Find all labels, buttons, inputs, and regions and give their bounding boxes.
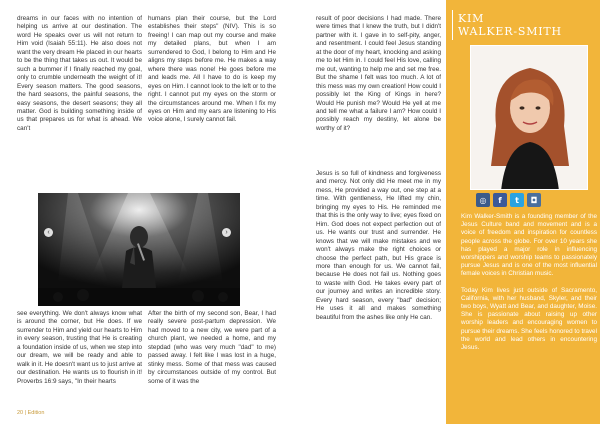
author-name-line-1: KIM	[458, 12, 485, 25]
author-sidebar	[446, 0, 600, 424]
article-column-2-bottom	[148, 310, 276, 410]
article-column-2-top	[148, 15, 276, 165]
article-column-3-top	[316, 15, 441, 175]
author-bio	[461, 213, 597, 360]
paragraph: humans plan their course, but the Lord establishes their steps" (NIV). This is so freeing! I can map out my course and make my detailed plans, but when I am surrendered to God, I belong to Him and He aligns my steps before me. He makes a way where there was none! He goes before me and leads me. All I have to do is keep my eyes on Him. I cannot look to the left or to the right. I cannot put my eyes on the storm or the circumstances around me. When I fix my eyes on Him and my ears are listening to His voice alone, I surely cannot fail.	[148, 15, 276, 124]
article-column-1-top	[17, 15, 142, 165]
bio-paragraph: Today Kim lives just outside of Sacramento, California, with her husband, Skyler, and their two boys, Wyatt and Bear, and daughter, Moise. She is passionate about raising up other worship leaders and encouraging women to pursue their dreams. She feels honored to travel the world and lead others in encountering Jesus.	[461, 286, 597, 352]
paragraph: dreams in our faces with no intention of helping us arrive at our destination. The word He speaks over us will not return to Him void (Isaiah 55:11). He also does not want the very dream He placed in our hearts to be the thing that takes us out. It would be such a bummer if I finally reached my goal, only to crumble underneath the weight of it! Every season matters. The good seasons, the hard seasons, the painful seasons, the easy seasons, the desert seasons; they all matter. God is building something inside of us that prepares us for what is ahead. We can't	[17, 15, 142, 132]
bio-paragraph: Kim Walker-Smith is a founding member of the Jesus Culture band and movement and is a voice of freedom and inspiration for countless people across the globe. For over 10 years she has played a major role in influencing worshippers and worship teams to passionately pursue Jesus and is one of the most influential female voices in Christian music.	[461, 213, 597, 278]
author-portrait-illustration	[471, 46, 588, 190]
page-footer: 20 | Edition	[17, 410, 45, 416]
paragraph: result of poor decisions I had made. There were times that I knew the truth, but I didn't partner with it. I gave in to self-pity, anger, and resentment. I could feel Jesus standing at the door of my heart, knocking and asking me to let Him in. I could feel His love, calling me out, wanting to help me and set me free. But the shame I felt was too much. A lot of this mess was my own creation! How could I possibly let the King of Kings in here? Would He punish me? Would He yell at me and tell me what a failure I am? How could I possibly reach my destiny, let alone be worthy of it?	[316, 15, 441, 132]
article-column-1-bottom	[17, 310, 142, 410]
author-name	[458, 12, 598, 38]
social-links	[476, 193, 541, 207]
author-portrait	[470, 45, 588, 190]
article-column-3-bottom	[316, 170, 441, 400]
paragraph: see everything. We don't always know what is around the corner, but He does. If we surrender to Him and yield our hearts to Him in every season, trusting that He is creating a foundation inside of us, when we step into our dream, we will be ready and able to walk in it. He doesn't want us to just arrive at our destination. He wants us to flourish in it! Proverbs 16:9 says, "In their hearts	[17, 310, 142, 385]
name-accent-bar	[452, 10, 453, 40]
author-name-line-2: WALKER-SMITH	[458, 25, 562, 38]
paragraph: After the birth of my second son, Bear, I had really severe post-partum depression. We had moved to a new city, we were part of a church plant, we needed a home, and my stepdad (who was very much "dad" to me) passed away. I felt like I was lost in a huge, stinky mess. Some of that mess was caused by circumstances outside of my control. But some of it was the	[148, 310, 276, 385]
concert-photo-illustration	[38, 193, 240, 306]
carousel-next-icon[interactable]: ›	[222, 228, 231, 237]
concert-photo	[38, 193, 240, 306]
facebook-icon[interactable]: f	[493, 193, 507, 207]
web-icon[interactable]: ◎	[476, 193, 490, 207]
twitter-icon[interactable]: t	[510, 193, 524, 207]
instagram-icon[interactable]: ◘	[527, 193, 541, 207]
paragraph: Jesus is so full of kindness and forgiveness and mercy. Not only did He meet me in my mess, He provided a way out, one step at a time. With gentleness, He lifted my chin, bringing my eyes to His. He reminded me that this is the only way to live; eyes fixed on Him. God does not expect perfection out of us. He wants our trust and surrender. He knows that we will make mistakes and we won't always make the right choices or choose the perfect path, but His grace is more than enough for us. We cannot fail, because He does not fail us. Nothing goes to waste with God. He takes every part of our journey and writes an incredible story. Every hard season, every "bad" decision; He uses it all and makes something beautiful from the ashes like only He can.	[316, 170, 441, 321]
carousel-prev-icon[interactable]: ‹	[44, 228, 53, 237]
